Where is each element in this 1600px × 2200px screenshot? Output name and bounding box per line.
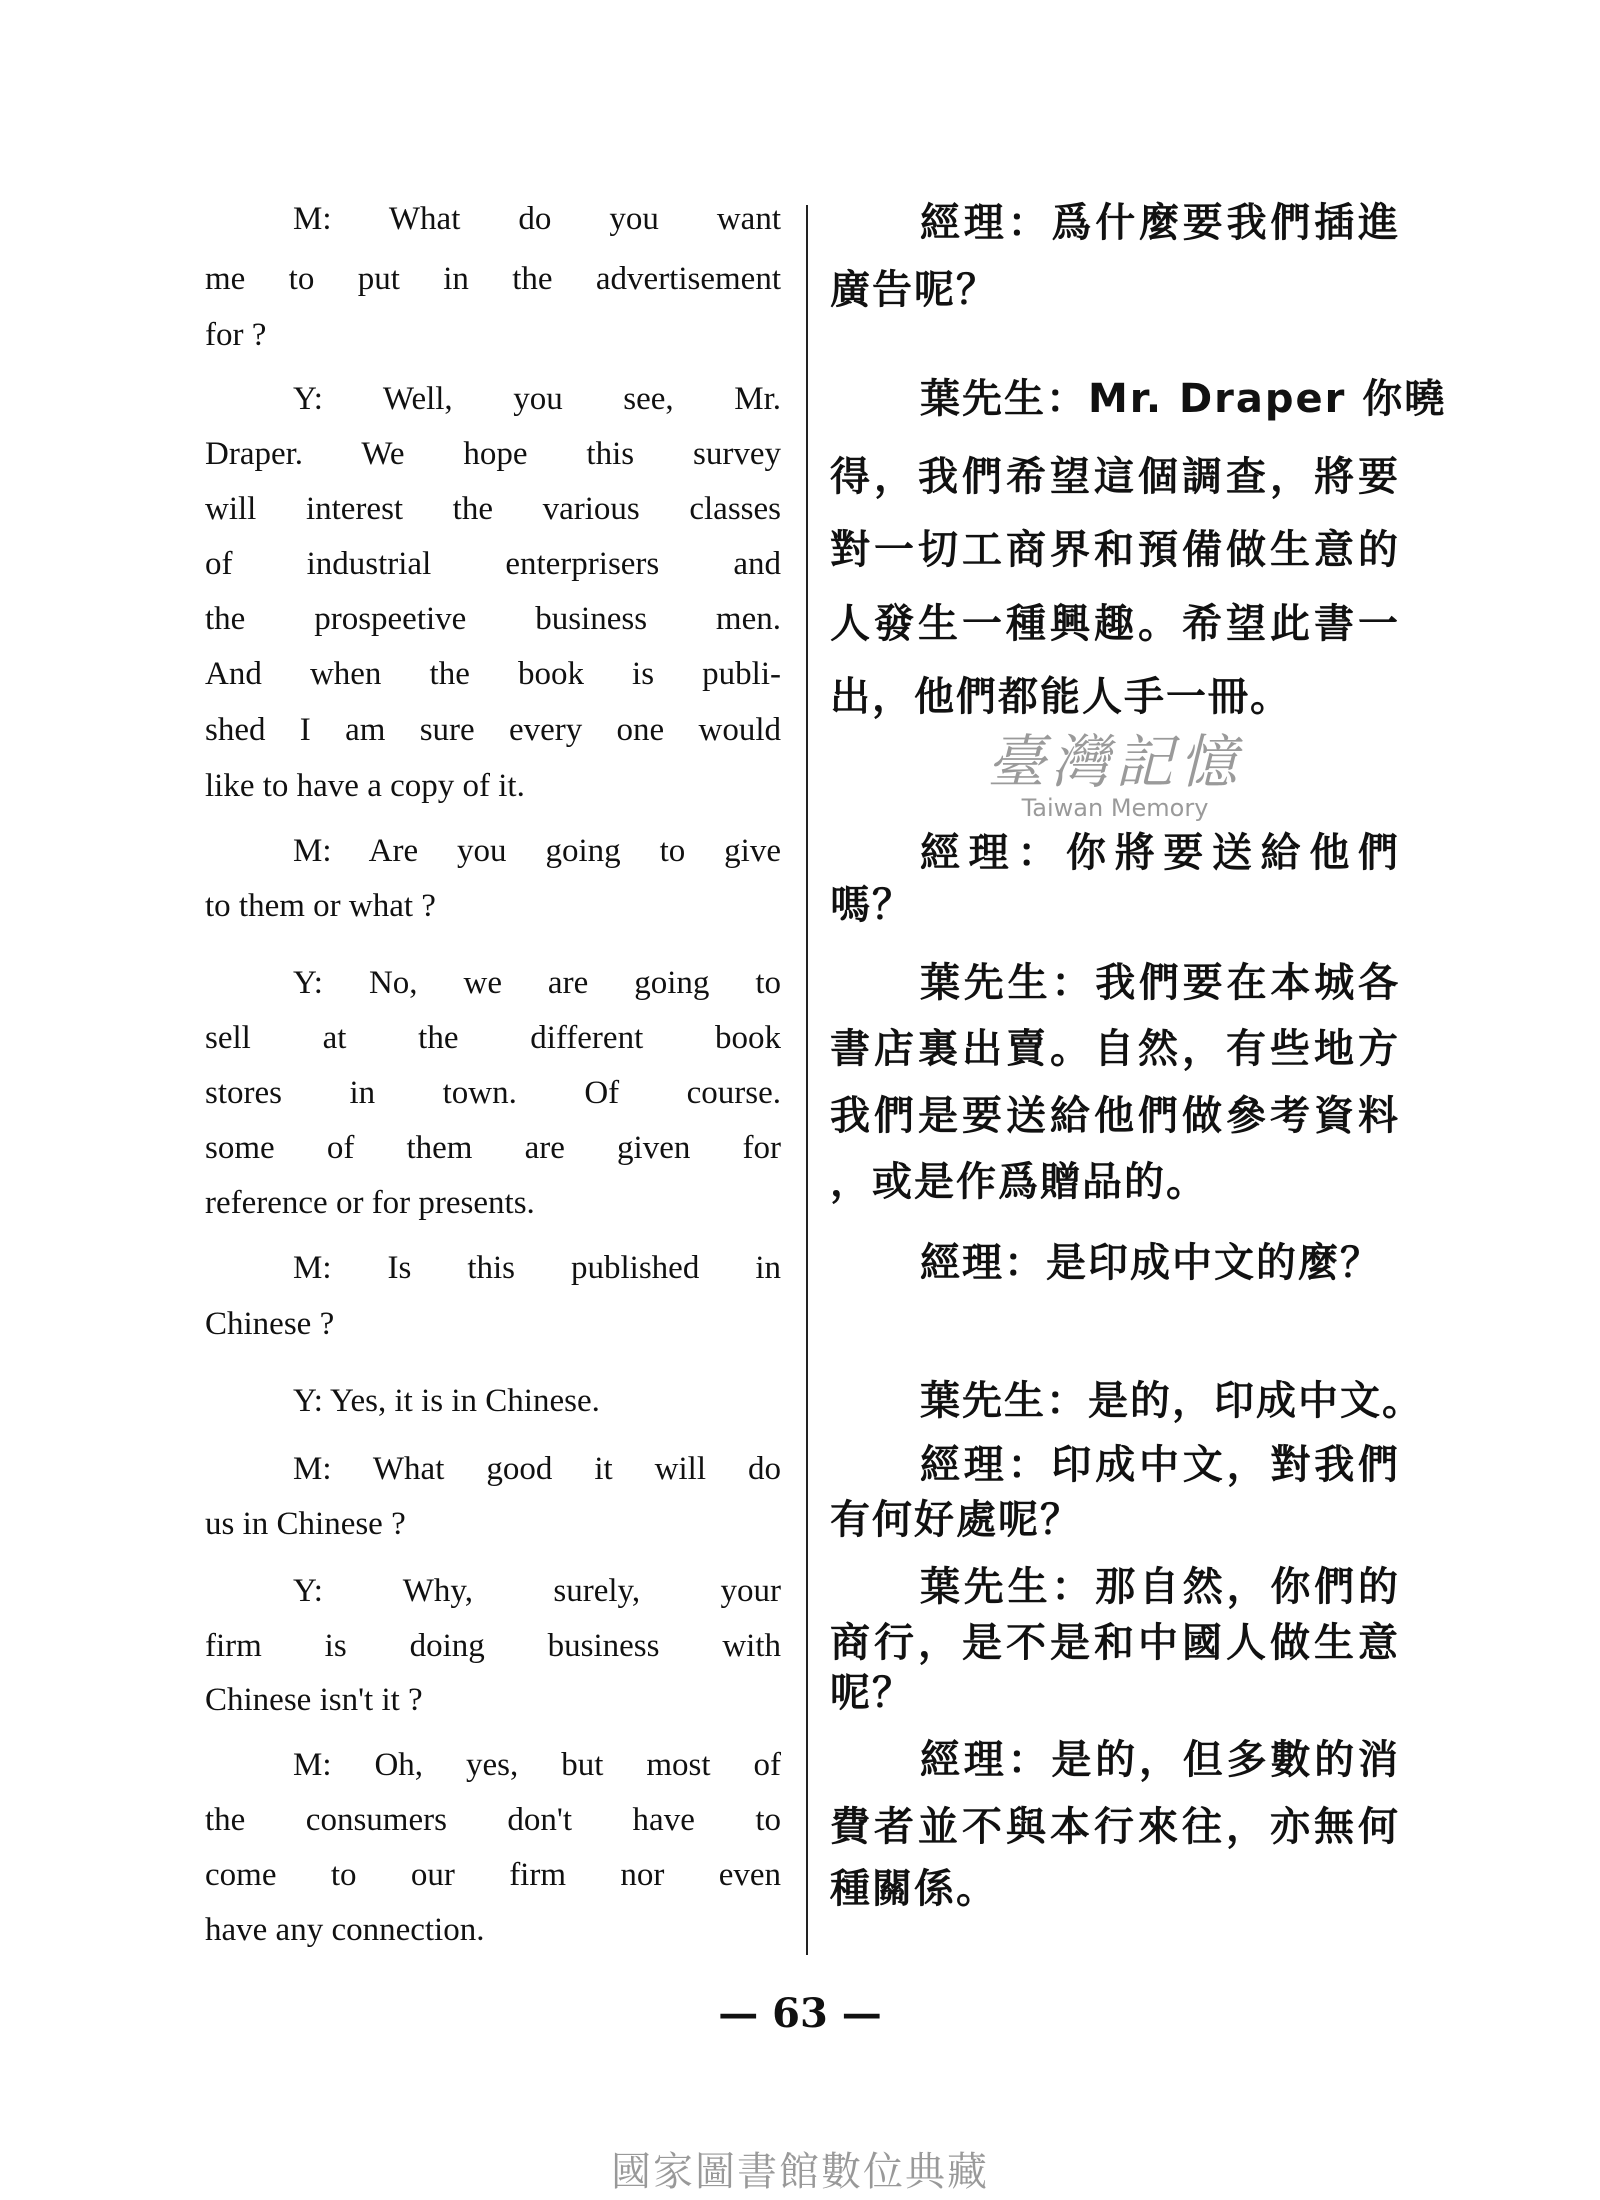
english-dialogue-line: some of them are given for	[205, 1130, 781, 1166]
english-dialogue-line: us in Chinese ?	[205, 1506, 406, 1542]
english-dialogue-line: shed I am sure every one would	[205, 712, 781, 748]
footer-attribution: 國家圖書館數位典藏	[611, 2149, 989, 2195]
english-dialogue-line: of industrial enterprisers and	[205, 546, 781, 582]
english-dialogue-line: for ?	[205, 317, 267, 353]
column-divider	[806, 205, 808, 1955]
english-dialogue-line: have any connection.	[205, 1912, 485, 1948]
chinese-dialogue-line: 經理：是的，但多數的消	[920, 1737, 1400, 1783]
taiwan-memory-watermark	[830, 730, 1400, 824]
page-number: — 63 —	[718, 1990, 882, 2037]
english-dialogue-line: M: Oh, yes, but most of	[293, 1747, 781, 1783]
english-dialogue-line: will interest the various classes	[205, 491, 781, 527]
watermark-title: 臺灣記憶	[986, 728, 1243, 796]
chinese-dialogue-line: 費者並不與本行來往，亦無何	[830, 1804, 1400, 1850]
chinese-dialogue-line: 廣告呢？	[830, 267, 998, 313]
chinese-dialogue-line: 葉先生：是的，印成中文。	[920, 1378, 1424, 1424]
chinese-dialogue-line: 葉先生：我們要在本城各	[920, 960, 1400, 1006]
chinese-dialogue-line: 我們是要送給他們做參考資料	[830, 1093, 1400, 1139]
chinese-dialogue-line: 葉先生：Mr. Draper 你曉	[920, 376, 1447, 422]
english-dialogue-line: Draper. We hope this survey	[205, 436, 781, 472]
english-dialogue-line: the prospeetive business men.	[205, 601, 781, 637]
english-dialogue-line: Y: No, we are going to	[293, 965, 781, 1001]
chinese-dialogue-line: 嗎？	[830, 882, 914, 928]
english-dialogue-line: come to our firm nor even	[205, 1857, 781, 1893]
chinese-dialogue-line: 種關係。	[830, 1866, 998, 1912]
english-dialogue-line: Y: Well, you see, Mr.	[293, 381, 781, 417]
english-dialogue-line: the consumers don't have to	[205, 1802, 781, 1838]
chinese-dialogue-line: 對一切工商界和預備做生意的	[830, 527, 1400, 573]
english-dialogue-line: M: What do you want	[293, 201, 781, 237]
english-dialogue-line: firm is doing business with	[205, 1628, 781, 1664]
chinese-dialogue-line: 經理：是印成中文的麼？	[920, 1240, 1382, 1286]
chinese-dialogue-line: 人發生一種興趣。希望此書一	[830, 601, 1400, 647]
english-dialogue-line: M: What good it will do	[293, 1451, 781, 1487]
english-dialogue-line: reference or for presents.	[205, 1185, 535, 1221]
chinese-dialogue-line: 商行，是不是和中國人做生意	[830, 1620, 1400, 1666]
english-dialogue-line: sell at the different book	[205, 1020, 781, 1056]
english-dialogue-line: And when the book is publi-	[205, 656, 781, 692]
chinese-dialogue-line: 經理：印成中文，對我們	[920, 1442, 1400, 1488]
chinese-dialogue-line: 出，他們都能人手一冊。	[830, 674, 1292, 720]
english-dialogue-line: to them or what ?	[205, 888, 436, 924]
chinese-dialogue-line: 有何好處呢？	[830, 1497, 1082, 1543]
chinese-dialogue-line: 經理：你將要送給他們	[920, 830, 1400, 876]
chinese-dialogue-line: ，或是作爲贈品的。	[830, 1159, 1208, 1205]
english-dialogue-line: Y: Why, surely, your	[293, 1573, 781, 1609]
watermark-subtitle: Taiwan Memory	[1021, 794, 1209, 822]
english-dialogue-line: Chinese isn't it ?	[205, 1682, 423, 1718]
chinese-dialogue-line: 經理：爲什麼要我們插進	[920, 200, 1400, 246]
chinese-dialogue-line: 書店裏出賣。自然，有些地方	[830, 1026, 1400, 1072]
chinese-dialogue-line: 葉先生：那自然，你們的	[920, 1564, 1400, 1610]
english-dialogue-line: M: Are you going to give	[293, 833, 781, 869]
english-dialogue-line: like to have a copy of it.	[205, 768, 525, 804]
english-dialogue-line: Chinese ?	[205, 1306, 335, 1342]
english-dialogue-line: me to put in the advertisement	[205, 261, 781, 297]
chinese-dialogue-line: 呢？	[830, 1670, 914, 1716]
english-dialogue-line: stores in town. Of course.	[205, 1075, 781, 1111]
english-dialogue-line: M: Is this published in	[293, 1250, 781, 1286]
english-dialogue-line: Y: Yes, it is in Chinese.	[293, 1383, 600, 1419]
chinese-dialogue-line: 得，我們希望這個調查，將要	[830, 454, 1400, 500]
